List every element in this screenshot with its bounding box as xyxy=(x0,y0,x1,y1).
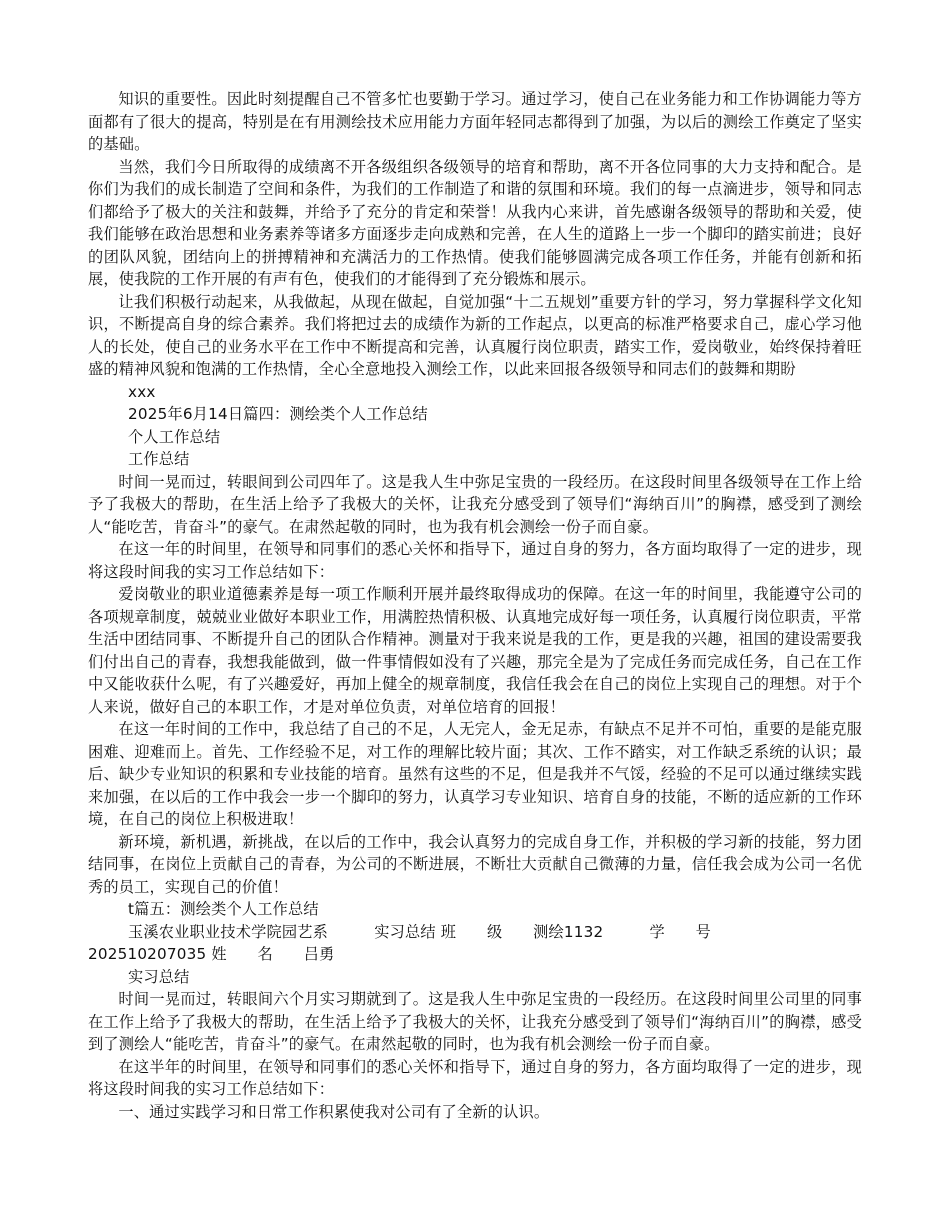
paragraph: 让我们积极行动起来，从我做起，从现在做起，自觉加强“十二五规划”重要方针的学习，努力掌握科学文化知识，不断提高自身的综合素养。我们将把过去的成绩作为新的工作起点，以更高的标准严格要求自己，虚心学习他人的长处，使自己的业务水平在工作中不断提高和完善，认真履行岗位职责，踏实工作，爱岗敬业，始终保持着旺盛的精神风貌和饱满的工作热情，全心全意地投入测绘工作，以此来回报各级领导和同志们的鼓舞和期盼 xyxy=(88,292,862,378)
paragraph: 在这半年的时间里，在领导和同事们的悉心关怀和指导下，通过自身的努力，各方面均取得了一定的进步，现将这段时间我的实习工作总结如下： xyxy=(88,1057,862,1098)
section-heading: t篇五：测绘类个人工作总结 xyxy=(128,900,319,918)
paragraph: 新环境，新机遇，新挑战，在以后的工作中，我会认真努力的完成自身工作，并积极的学习新的技能，努力团结同事，在岗位上贡献自己的青春，为公司的不断进展，不断壮大贡献自己微薄的力量，信任我会成为公司一名优秀的员工，实现自己的价值！ xyxy=(88,832,862,896)
paragraph: 爱岗敬业的职业道德素养是每一项工作顺利开展并最终取得成功的保障。在这一年的时间里，我能遵守公司的各项规章制度，兢兢业业做好本职业工作，用满腔热情积极、认真地完成好每一项任务，认真履行岗位职责，平常生活中团结同事、不断提升自己的团队合作精神。测量对于我来说是我的工作，更是我的兴趣，祖国的建设需要我们付出自己的青春，我想我能做到，做一件事情假如没有了兴趣，那完全是为了完成任务而完成任务，自己在工作中又能收获什么呢，有了兴趣爱好，再加上健全的规章制度，我信任我会在自己的岗位上实现自己的理想。对于个人来说，做好自己的本职工作，才是对单位负责，对单位培育的回报！ xyxy=(88,585,862,716)
subtitle: 工作总结 xyxy=(128,450,190,468)
paragraph: 在这一年时间的工作中，我总结了自己的不足，人无完人，金无足赤，有缺点不足并不可怕，重要的是能克服困难、迎难而上。首先、工作经验不足，对工作的理解比较片面；其次、工作不踏实，对工作缺乏系统的认识；最后、缺少专业知识的积累和专业技能的培育。虽然有这些的不足，但是我并不气馁，经验的不足可以通过继续实践来加强，在以后的工作中我会一步一个脚印的努力，认真学习专业知识、培育自身的技能，不断的适应新的工作环境，在自己的岗位上积极进取！ xyxy=(88,720,862,828)
signature: xxx xyxy=(128,382,156,401)
title: 个人工作总结 xyxy=(128,427,221,446)
paragraph: 一、通过实践学习和日常工作积累使我对公司有了全新的认识。 xyxy=(118,1102,550,1121)
paragraph: 时间一晃而过，转眼间六个月实习期就到了。这是我人生中弥足宝贵的一段经历。在这段时间里公司里的同事在工作上给予了我极大的帮助，在生活上给予了我极大的关怀，让我充分感受到了领导们“海纳百川”的胸襟，感受到了测绘人“能吃苦，肯奋斗”的豪气。在肃然起敬的同时，也为我有机会测绘一份子而自豪。 xyxy=(88,990,862,1053)
paragraph: 知识的重要性。因此时刻提醒自己不管多忙也要勤于学习。通过学习，使自己在业务能力和工作协调能力等方面都有了很大的提高，特别是在有用测绘技术应用能力方面年轻同志都得到了加强，为以后的测绘工作奠定了坚实的基础。 xyxy=(88,90,862,153)
info-line: 202510207035 姓 名 吕勇 xyxy=(88,945,335,963)
info-line: 玉溪农业职业技术学院园艺系 实习总结 班 级 测绘1132 学 号 xyxy=(128,922,712,941)
document-body xyxy=(88,88,862,1123)
paragraph: 在这一年的时间里，在领导和同事们的悉心关怀和指导下，通过自身的努力，各方面均取得了一定的进步，现将这段时间我的实习工作总结如下： xyxy=(88,540,862,581)
title: 实习总结 xyxy=(128,967,190,986)
paragraph: 当然，我们今日所取得的成绩离不开各级组织各级领导的培育和帮助，离不开各位同事的大力支持和配合。是你们为我们的成长制造了空间和条件，为我们的工作制造了和谐的氛围和环境。我们的每一点滴进步，领导和同志们都给予了极大的关注和鼓舞，并给予了充分的肯定和荣誉！从我内心来讲，首先感谢各级领导的帮助和关爱，使我们能够在政治思想和业务素养等诸多方面逐步走向成熟和完善，在人生的道路上一步一个脚印的踏实前进；良好的团队风貌，团结向上的拼搏精神和充满活力的工作热情。使我们能够圆满完成各项工作任务，并能有创新和拓展，使我院的工作开展的有声有色，使我们的才能得到了充分锻炼和展示。 xyxy=(88,157,862,288)
paragraph: 时间一晃而过，转眼间到公司四年了。这是我人生中弥足宝贵的一段经历。在这段时间里各级领导在工作上给予了我极大的帮助，在生活上给予了我极大的关怀，让我充分感受到了领导们“海纳百川”的胸襟，感受到了测绘人“能吃苦，肯奋斗”的豪气。在肃然起敬的同时，也为我有机会测绘一份子而自豪。 xyxy=(88,472,862,536)
date-heading: 2025年6月14日篇四：测绘类个人工作总结 xyxy=(128,405,428,423)
